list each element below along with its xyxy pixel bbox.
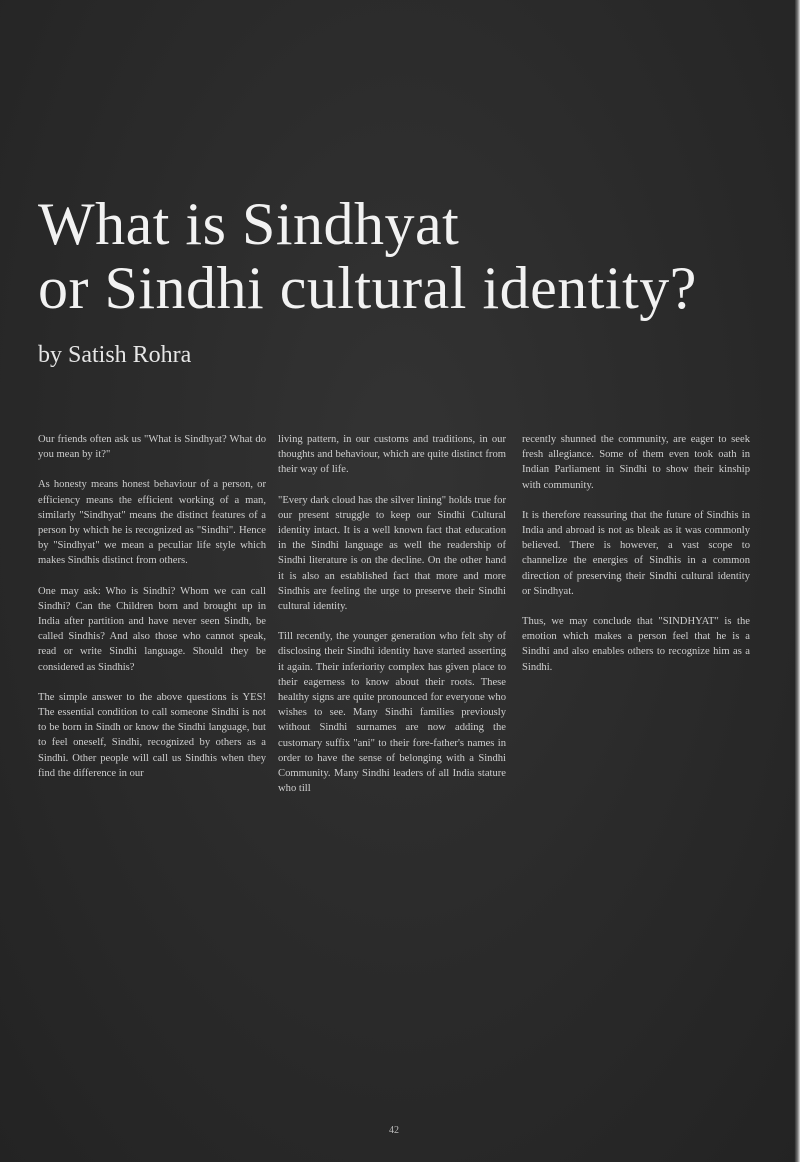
page-number: 42	[389, 1125, 399, 1136]
page-edge	[794, 0, 800, 1162]
paragraph: Till recently, the younger generation who felt shy of disclosing their Sindhi identity have started asserting it again. Their inferiority complex has given place to their eagerness to know about their roots. These healthy signs are quite pronounced for everyone who wishes to see. Many Sindhi families previously without Sindhi surnames are now adding the customary suffix "ani" to their fore-father's names in order to have the sense of belonging with a Sindhi Community. Many Sindhi leaders of all India stature who till	[278, 631, 506, 795]
paragraph: The simple answer to the above questions is YES! The essential condition to call someone Sindhi is not to be born in Sindh or know the Sindhi language, but to feel oneself, Sindhi, recognized by others as a Sindhi. Other people will call us Sindhis when they find the difference in our	[38, 691, 266, 779]
paragraph: recently shunned the community, are eager to seek fresh allegiance. Some of them even took oath in Indian Parliament in Sindhi to show their kinship with community.	[522, 434, 750, 491]
article-title	[38, 192, 778, 320]
paragraph: living pattern, in our customs and traditions, in our thoughts and behaviour, which are quite distinct from their way of life.	[278, 434, 506, 476]
column-2	[278, 432, 506, 811]
byline: by Satish Rohra	[38, 342, 192, 368]
column-1	[38, 432, 266, 796]
paragraph: One may ask: Who is Sindhi? Whom we can call Sindhi? Can the Children born and brought up in India after partition and have never seen Sindh, be called Sindhis? And also those who cannot speak, read or write Sindhi language. Should they be considered as Sindhis?	[38, 585, 266, 673]
paragraph: Our friends often ask us "What is Sindhyat? What do you mean by it?"	[38, 434, 266, 461]
paragraph: As honesty means honest behaviour of a person, or efficiency means the efficient working of a man, similarly "Sindhyat" means the distinct features of a person by which he is recognized as "Sindhi". Hence by "Sindhyat" we mean a peculiar life style which makes Sindhis distinct from others.	[38, 479, 266, 567]
title-line-1: What is Sindhyat	[38, 191, 460, 257]
paragraph: It is therefore reassuring that the future of Sindhis in India and abroad is not as bleak as it was commonly believed. There is however, a vast scope to channelize the energies of Sindhis in a common direction of preserving their Sindhi cultural identity or Sindhyat.	[522, 509, 750, 597]
paragraph: "Every dark cloud has the silver lining" holds true for our present struggle to keep our Sindhi Cultural identity intact. It is a well known fact that education in the Sindhi language as well the readership of Sindhi literature is on the decline. On the other hand it is also an established fact that more and more Sindhis are feeling the urge to preserve their Sindhi cultural identity.	[278, 494, 506, 613]
paragraph: Thus, we may conclude that "SINDHYAT" is the emotion which makes a person feel that he is a Sindhi and also enables others to recognize him as a Sindhi.	[522, 616, 750, 673]
column-3	[522, 432, 750, 690]
title-line-2: or Sindhi cultural identity?	[38, 255, 697, 321]
